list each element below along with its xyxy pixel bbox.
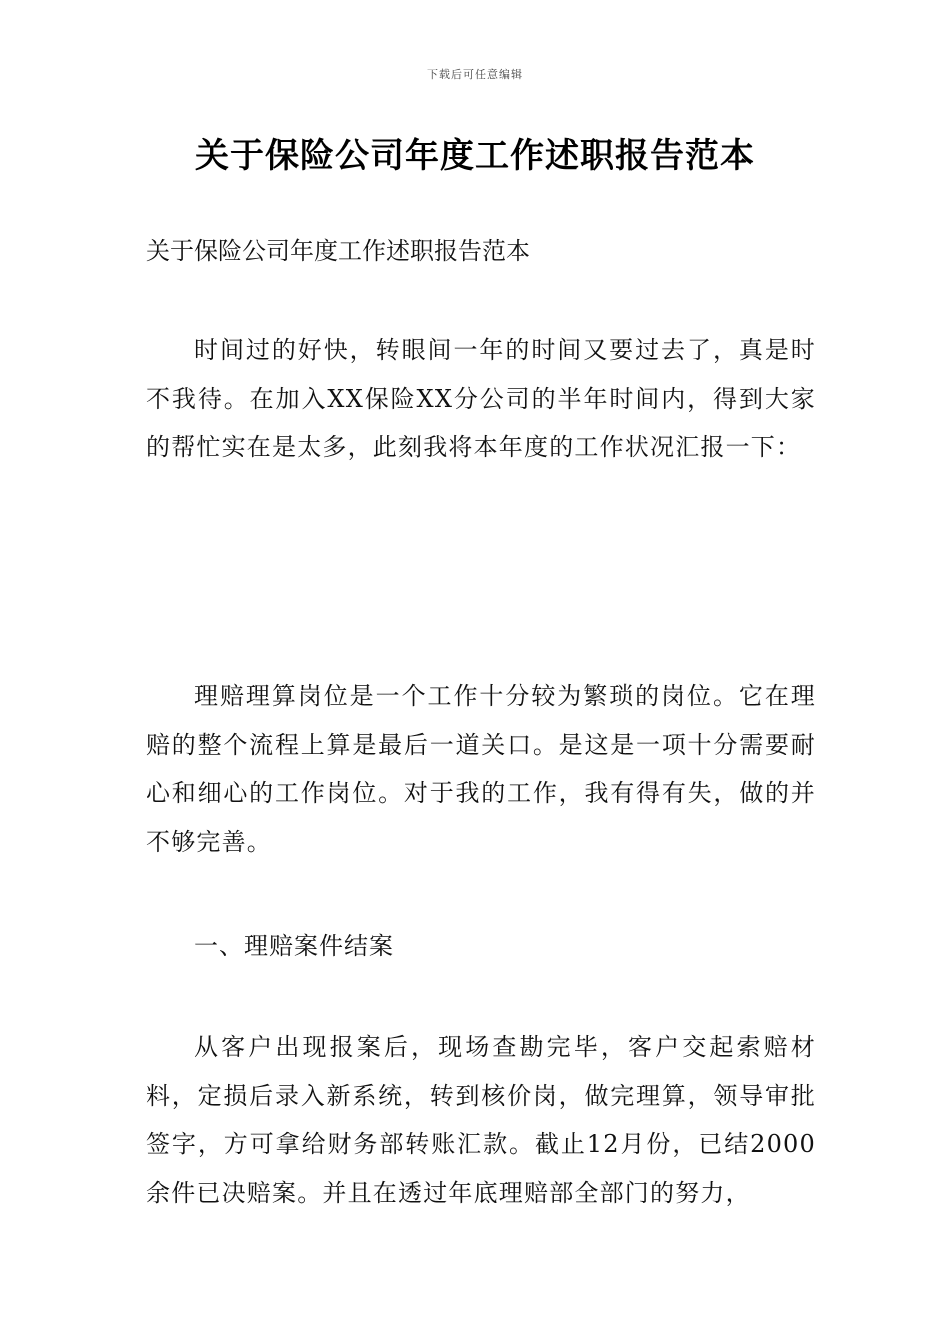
document-title: 关于保险公司年度工作述职报告范本 — [195, 136, 755, 176]
section-heading-claims-closing: 一、理赔案件结案 — [194, 932, 394, 960]
document-subtitle: 关于保险公司年度工作述职报告范本 — [146, 237, 530, 265]
paragraph-position-description: 理赔理算岗位是一个工作十分较为繁琐的岗位。它在理赔的整个流程上算是最后一道关口。是这是一项十分需要耐心和细心的工作岗位。对于我的工作，我有得有失，做的并不够完善。 — [146, 682, 816, 856]
paragraph-intro: 时间过的好快，转眼间一年的时间又要过去了，真是时不我待。在加入XX保险XX分公司的半年时间内，得到大家的帮忙实在是太多，此刻我将本年度的工作状况汇报一下： — [146, 336, 816, 462]
header-note: 下载后可任意编辑 — [427, 68, 523, 81]
paragraph-claims-process: 从客户出现报案后，现场查勘完毕，客户交起索赔材料，定损后录入新系统，转到核价岗，做完理算，领导审批签字，方可拿给财务部转账汇款。截止12月份，已结2000余件已决赔案。并且在透过年底理赔部全部门的努力， — [146, 1033, 816, 1207]
